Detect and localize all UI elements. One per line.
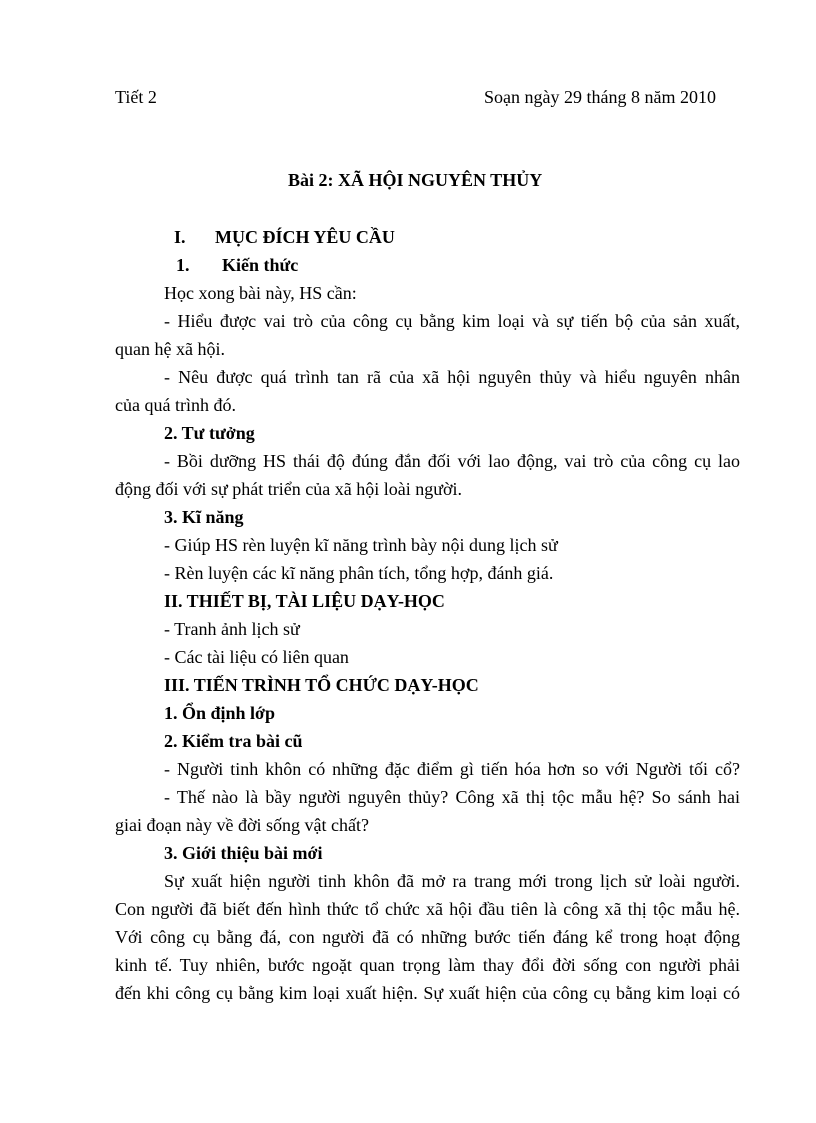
document-title: Bài 2: XÃ HỘI NGUYÊN THỦY	[288, 170, 543, 190]
review-question-2-line-1: - Thế nào là bầy người nguyên thủy? Công xã thị tộc mẫu hệ? So sánh hai	[164, 787, 740, 807]
intro-paragraph-line-1: Sự xuất hiện người tinh khôn đã mở ra trang mới trong lịch sử loài người.	[164, 871, 740, 891]
section-3-heading: III. TIẾN TRÌNH TỔ CHỨC DẠY-HỌC	[164, 675, 479, 695]
step-3-heading: 3. Giới thiệu bài mới	[164, 843, 323, 863]
review-question-2-line-2: giai đoạn này về đời sống vật chất?	[115, 815, 369, 835]
section-1-number: I.	[174, 227, 186, 247]
knowledge-point-2-line-2: của quá trình đó.	[115, 395, 236, 415]
subsection-1-number: 1.	[176, 255, 190, 275]
attitude-line-2: động đối với sự phát triển của xã hội loài người.	[115, 479, 462, 499]
attitude-line-1: - Bồi dưỡng HS thái độ đúng đắn đối với lao động, vai trò của công cụ lao	[164, 451, 740, 471]
prepared-date: Soạn ngày 29 tháng 8 năm 2010	[484, 87, 716, 107]
section-2-heading: II. THIẾT BỊ, TÀI LIỆU DẠY-HỌC	[164, 591, 445, 611]
intro-paragraph-line-4: kinh tế. Tuy nhiên, bước ngoặt quan trọng làm thay đổi đời sống con người phải	[115, 955, 740, 975]
review-question-1: - Người tinh khôn có những đặc điểm gì tiến hóa hơn so với Người tối cổ?	[164, 759, 740, 779]
skill-line-2: - Rèn luyện các kĩ năng phân tích, tổng hợp, đánh giá.	[164, 563, 554, 583]
subsection-3-heading: 3. Kĩ năng	[164, 507, 244, 527]
equipment-line-2: - Các tài liệu có liên quan	[164, 647, 349, 667]
intro-paragraph-line-3: Với công cụ bằng đá, con người đã có những bước tiến đáng kể trong hoạt động	[115, 927, 740, 947]
equipment-line-1: - Tranh ảnh lịch sử	[164, 619, 300, 639]
step-2-heading: 2. Kiểm tra bài cũ	[164, 731, 303, 751]
subsection-1-heading: Kiến thức	[222, 255, 299, 275]
subsection-2-heading: 2. Tư tưởng	[164, 423, 255, 443]
skill-line-1: - Giúp HS rèn luyện kĩ năng trình bày nội dung lịch sử	[164, 535, 558, 555]
intro-paragraph-line-2: Con người đã biết đến hình thức tổ chức xã hội đầu tiên là công xã thị tộc mẫu hệ.	[115, 899, 740, 919]
knowledge-intro: Học xong bài này, HS cần:	[164, 283, 357, 303]
knowledge-point-2-line-1: - Nêu được quá trình tan rã của xã hội nguyên thủy và hiểu nguyên nhân	[164, 367, 740, 387]
knowledge-point-1-line-2: quan hệ xã hội.	[115, 339, 225, 359]
step-1-heading: 1. Ổn định lớp	[164, 703, 276, 723]
intro-paragraph-line-5: đến khi công cụ bằng kim loại xuất hiện. Sự xuất hiện của công cụ bằng kim loại có	[115, 983, 740, 1003]
section-1-heading: MỤC ĐÍCH YÊU CẦU	[215, 227, 395, 247]
lesson-number: Tiết 2	[115, 87, 157, 107]
knowledge-point-1-line-1: - Hiểu được vai trò của công cụ bằng kim loại và sự tiến bộ của sản xuất,	[164, 311, 740, 331]
